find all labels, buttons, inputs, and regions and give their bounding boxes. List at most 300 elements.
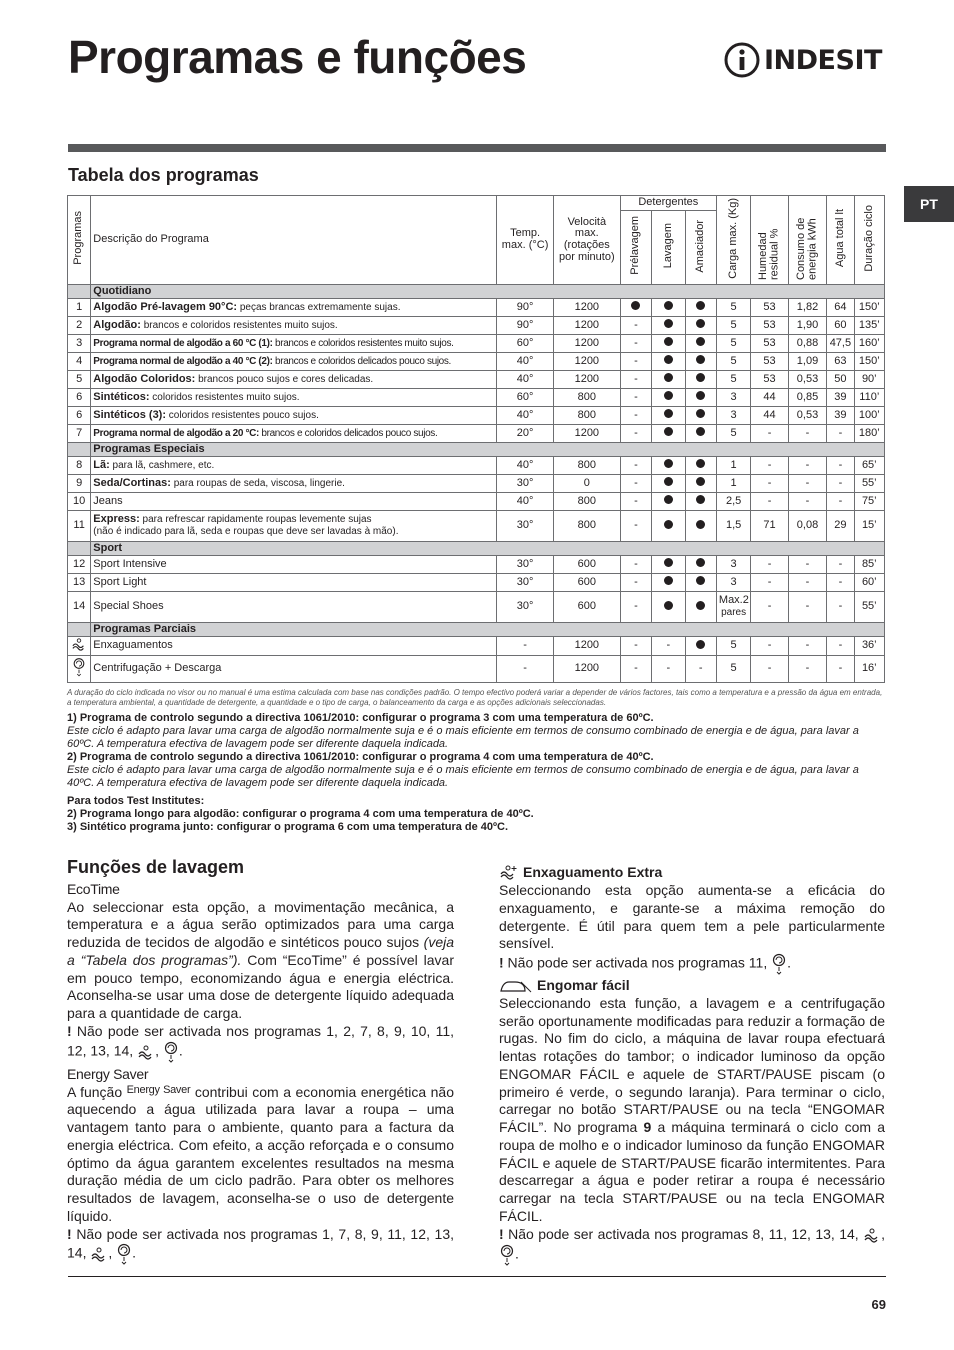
brand-name: INDESIT	[764, 44, 882, 76]
cell-water: 50	[827, 371, 854, 389]
bullet-icon	[696, 409, 705, 418]
energy-saver-label: Energy Saver	[67, 1065, 149, 1082]
cell-hum: 44	[751, 389, 788, 407]
cell-kwh: -	[788, 493, 826, 511]
cell-speed: 800	[553, 493, 620, 511]
note-1-text: Este ciclo é adapto para lavar uma carga de algodão normalmente suja e é o mais eficiente em termos de consumo combinado de energia e de água, para lavar a 60ºC. A temperatura efectiva de lavagem pode ser diferente daquela indicada.	[67, 724, 859, 750]
easy-iron-heading: Engomar fácil	[499, 977, 885, 995]
easy-iron-warning: ! Não pode ser activada nos programas 8, 11, 12, 13, 14, , .	[499, 1226, 885, 1266]
cell-dur: 15’	[854, 511, 884, 542]
cell-load: 5	[716, 637, 750, 656]
bullet-icon	[696, 427, 705, 436]
table-row	[68, 592, 885, 623]
header-water: Agua total lt	[827, 196, 854, 285]
program-description	[91, 407, 497, 425]
energy-saver-warning: ! Não pode ser activada nos programas 1, 7, 8, 9, 11, 12, 13, 14, , .	[67, 1226, 454, 1266]
cell-pre: -	[620, 407, 651, 425]
cell-pre: -	[620, 425, 651, 443]
cell-hum: 53	[751, 371, 788, 389]
rinse-icon	[863, 1227, 881, 1243]
cell-hum: 53	[751, 299, 788, 317]
cell-wash	[652, 457, 685, 475]
cell-soft	[685, 475, 716, 493]
cell-speed: 600	[553, 574, 620, 592]
program-number: 10	[68, 493, 91, 511]
header-energy: Consumo de energia kWh	[788, 196, 826, 285]
cell-dur: 100’	[854, 407, 884, 425]
program-detail: para roupas de seda, viscosa, lingerie.	[170, 477, 345, 489]
cell-load: 5	[716, 425, 750, 443]
cell-water: -	[827, 475, 854, 493]
bullet-icon	[631, 301, 640, 310]
program-name: Sintéticos:	[93, 390, 150, 403]
cell-speed: 1200	[553, 299, 620, 317]
cell-hum: -	[751, 592, 788, 623]
cell-load: 1	[716, 457, 750, 475]
bullet-icon	[664, 301, 673, 310]
cell-kwh: -	[788, 475, 826, 493]
table-row	[68, 371, 885, 389]
bullet-icon	[696, 495, 705, 504]
cell-dur: 75’	[854, 493, 884, 511]
duration-footnote: A duração do ciclo indicada no visor ou no manual é uma estima calculada com base nas condições padrão. O tempo efectivo poderá variar a depender de vários factores, tais como a temperatura e a pressão da água em entrada, a temperatura ambiental, a quantidade de detergente, a quantidade e o tipo de carga, o balanceamento da carga e as opções adicionais seleccionadas.	[67, 688, 883, 707]
table-row	[68, 637, 885, 656]
bullet-icon	[664, 520, 673, 529]
cell-water: -	[827, 457, 854, 475]
cell-soft	[685, 389, 716, 407]
bullet-icon	[664, 391, 673, 400]
cell-wash	[652, 317, 685, 335]
cell-dur: 55’	[854, 475, 884, 493]
cell-water: 60	[827, 317, 854, 335]
cell-kwh: -	[788, 637, 826, 656]
language-tab: PT	[904, 186, 954, 222]
cell-speed: 800	[553, 457, 620, 475]
brand-logo	[724, 42, 882, 78]
cell-pre: -	[620, 511, 651, 542]
category-row	[68, 285, 885, 299]
cell-speed: 1200	[553, 371, 620, 389]
table-row	[68, 407, 885, 425]
table-row	[68, 655, 885, 682]
bullet-icon	[696, 477, 705, 486]
cell-dur: 150’	[854, 353, 884, 371]
cell-soft: -	[685, 655, 716, 682]
test-institutes-title: Para todos Test Institutes:	[67, 794, 205, 807]
extra-rinse-warning: ! Não pode ser activada nos programas 11, .	[499, 953, 885, 975]
cell-kwh: 1,90	[788, 317, 826, 335]
cell-temp: -	[497, 637, 554, 656]
table-row	[68, 389, 885, 407]
program-number: 6	[68, 389, 91, 407]
cell-speed: 600	[553, 556, 620, 574]
cell-kwh: 1,09	[788, 353, 826, 371]
bullet-icon	[696, 601, 705, 610]
cell-soft	[685, 371, 716, 389]
page-title: Programas e funções	[68, 31, 527, 83]
cell-water: 29	[827, 511, 854, 542]
cell-kwh: -	[788, 457, 826, 475]
program-name: Programa normal de algodão a 20 °C:	[93, 427, 259, 439]
cell-load: 5	[716, 299, 750, 317]
cell-pre: -	[620, 457, 651, 475]
program-description	[91, 475, 497, 493]
iron-icon	[499, 978, 533, 994]
bullet-icon	[696, 640, 705, 649]
cell-temp: 30°	[497, 592, 554, 623]
program-detail: Sport Light	[93, 575, 147, 588]
cell-soft	[685, 317, 716, 335]
bullet-icon	[696, 459, 705, 468]
energy-saver-description: A função $^{Energy Saver}$ contribui com a economia energética não aquecendo a água utilizada para lavar a roupa – uma vantagem tanto para o ambiente, quanto para a factura da energia eléctrica. Com efeito, a acção reforçada e o consumo óptimo da água garantem excelentes resultados na mesma duração média de um ciclo padrão. Para obter os melhores resultados de lavagem, aconselha-se o uso de detergente líquido.	[67, 1083, 454, 1224]
cell-temp: 60°	[497, 335, 554, 353]
table-row	[68, 353, 885, 371]
indesit-logo-icon	[724, 42, 760, 78]
program-name: Algodão:	[93, 318, 141, 331]
spin-drain-icon	[116, 1243, 132, 1265]
cell-soft	[685, 353, 716, 371]
program-description	[91, 511, 497, 542]
cell-soft	[685, 637, 716, 656]
cell-water: 39	[827, 407, 854, 425]
test-note-2: 2) Programa longo para algodão: configurar o programa 4 com uma temperatura de 40ºC.	[67, 807, 534, 820]
cell-temp: 40°	[497, 407, 554, 425]
note-2-text: Este ciclo é adapto para lavar uma carga de algodão normalmente suja e é o mais eficiente em termos de consumo combinado de energia e de água, para lavar a 40ºC. A temperatura efectiva de lavagem pode ser diferente daquela indicada.	[67, 763, 859, 789]
cell-speed: 600	[553, 592, 620, 623]
cell-temp: 40°	[497, 353, 554, 371]
bullet-icon	[664, 495, 673, 504]
cell-load: 5	[716, 353, 750, 371]
cell-pre: -	[620, 592, 651, 623]
cell-hum: -	[751, 425, 788, 443]
cell-temp: 90°	[497, 299, 554, 317]
table-row	[68, 335, 885, 353]
functions-left-column	[67, 856, 454, 1265]
cell-temp: 30°	[497, 511, 554, 542]
cell-soft	[685, 592, 716, 623]
cell-speed: 1200	[553, 335, 620, 353]
program-number: 11	[68, 511, 91, 542]
cell-dur: 55’	[854, 592, 884, 623]
cell-wash	[652, 371, 685, 389]
cell-temp: 90°	[497, 317, 554, 335]
cell-temp: 30°	[497, 556, 554, 574]
cell-speed: 1200	[553, 353, 620, 371]
table-row	[68, 299, 885, 317]
program-name: Programa normal de algodão a 40 °C (2):	[93, 355, 273, 367]
cell-water: -	[827, 556, 854, 574]
cell-pre: -	[620, 317, 651, 335]
header-load: Carga max. (Kg)	[716, 196, 750, 285]
ecotime-description: Ao seleccionar esta opção, a movimentação mecânica, a temperatura e a água serão optimizados para uma carga reduzida de tecidos de algodão e sintéticos pouco sujos (veja a “Tabela dos programas”). Com “EcoTime” é possível lavar em pouco tempo, economizando água e energia eléctrica. Aconselha-se usar uma dose de detergente líquido adequada para a quantidade de carga.	[67, 898, 455, 1022]
cell-pre: -	[620, 655, 651, 682]
cell-load: 3	[716, 574, 750, 592]
program-description	[91, 592, 497, 623]
functions-heading: Funções de lavagem	[67, 857, 245, 877]
cell-water: 39	[827, 389, 854, 407]
cell-wash: -	[652, 637, 685, 656]
program-detail: brancos e coloridos delicados pouco sujos.	[258, 427, 438, 439]
program-description	[91, 317, 497, 335]
cell-speed: 800	[553, 407, 620, 425]
footer-rule	[68, 1276, 886, 1277]
easy-iron-description: Seleccionando esta função, a lavagem e a centrifugação serão oportunamente modificadas para reduzir a formação de rugas. No fim do ciclo, a máquina de lavar roupa efectuará lentas rotações do tambor; o indicador luminoso da opção ENGOMAR FÁCIL e aquele de START/PAUSE piscam (o primeiro é verde, o segundo laranja). Para terminar o ciclo, carregar no botão START/PAUSE ou na tecla “ENGOMAR FÁCIL”. No programa 9 a máquina terminará o ciclo com a roupa de molho e o indicador luminoso da função ENGOMAR FÁCIL e aquele de START/PAUSE ficarão intermitentes. Para descarregar a água e poder retirar a roupa é necessário carregar na tecla START/PAUSE ou na tecla ENGOMAR FÁCIL.	[499, 994, 885, 1225]
cell-dur: 180’	[854, 425, 884, 443]
cell-hum: 53	[751, 335, 788, 353]
rinse-icon	[68, 637, 91, 656]
page-number: 69	[871, 1297, 886, 1312]
cell-kwh: -	[788, 425, 826, 443]
cell-hum: 44	[751, 407, 788, 425]
program-number: 2	[68, 317, 91, 335]
cell-hum: -	[751, 457, 788, 475]
spin-drain-icon	[163, 1041, 179, 1063]
cell-speed: 0	[553, 475, 620, 493]
program-description	[91, 335, 497, 353]
cell-kwh: -	[788, 556, 826, 574]
cell-temp: 40°	[497, 493, 554, 511]
category-name: Programas Parciais	[91, 623, 885, 637]
cell-load: 1,5	[716, 511, 750, 542]
cell-dur: 160’	[854, 335, 884, 353]
table-row	[68, 493, 885, 511]
bullet-icon	[664, 427, 673, 436]
cell-hum: -	[751, 637, 788, 656]
bullet-icon	[664, 409, 673, 418]
table-row	[68, 475, 885, 493]
table-row	[68, 457, 885, 475]
cell-dur: 85’	[854, 556, 884, 574]
cell-soft	[685, 299, 716, 317]
table-row	[68, 425, 885, 443]
cell-kwh: -	[788, 574, 826, 592]
cell-load: 5	[716, 655, 750, 682]
cell-pre: -	[620, 389, 651, 407]
extra-rinse-heading: Enxaguamento Extra	[499, 864, 885, 882]
cell-wash	[652, 425, 685, 443]
cell-water: 47,5	[827, 335, 854, 353]
program-number: 1	[68, 299, 91, 317]
cell-wash	[652, 335, 685, 353]
cell-hum: 71	[751, 511, 788, 542]
cell-soft	[685, 574, 716, 592]
cell-soft	[685, 556, 716, 574]
bullet-icon	[664, 558, 673, 567]
bullet-icon	[696, 319, 705, 328]
cell-temp: 20°	[497, 425, 554, 443]
cell-wash	[652, 353, 685, 371]
cell-temp: 60°	[497, 389, 554, 407]
table-row	[68, 556, 885, 574]
cell-dur: 135’	[854, 317, 884, 335]
cell-hum: 53	[751, 353, 788, 371]
cell-soft	[685, 407, 716, 425]
spin-drain-icon	[771, 953, 787, 975]
bullet-icon	[696, 576, 705, 585]
cell-soft	[685, 511, 716, 542]
cell-wash	[652, 475, 685, 493]
program-number: 13	[68, 574, 91, 592]
bullet-icon	[696, 337, 705, 346]
program-detail: Centrifugação + Descarga	[93, 661, 222, 674]
functions-right-column	[499, 864, 885, 1266]
program-number: 12	[68, 556, 91, 574]
program-number: 4	[68, 353, 91, 371]
program-number: 8	[68, 457, 91, 475]
bullet-icon	[696, 558, 705, 567]
header-temp: Temp. max. (°C)	[497, 196, 554, 285]
program-number: 14	[68, 592, 91, 623]
cell-load: 5	[716, 371, 750, 389]
program-description	[91, 574, 497, 592]
cell-pre	[620, 299, 651, 317]
table-row	[68, 574, 885, 592]
table-heading: Tabela dos programas	[68, 165, 259, 185]
cell-speed: 1200	[553, 655, 620, 682]
test-notes	[67, 712, 885, 834]
cell-water: -	[827, 493, 854, 511]
program-description	[91, 637, 497, 656]
bullet-icon	[696, 373, 705, 382]
program-detail: brancos pouco sujos e cores delicadas.	[195, 373, 374, 385]
cell-wash	[652, 299, 685, 317]
bullet-icon	[664, 319, 673, 328]
note-1-title: 1) Programa de controlo segundo a directiva 1061/2010: configurar o programa 3 com uma temperatura de 60ºC.	[67, 712, 654, 724]
program-detail: brancos e coloridos resistentes muito sujos.	[272, 337, 454, 349]
cell-pre: -	[620, 335, 651, 353]
cell-water: -	[827, 637, 854, 656]
cell-speed: 800	[553, 511, 620, 542]
header-wash: Lavagem	[652, 211, 685, 285]
cell-dur: 60’	[854, 574, 884, 592]
header-rule	[68, 144, 886, 152]
cell-wash	[652, 389, 685, 407]
program-name: Seda/Cortinas:	[93, 476, 171, 489]
program-name: Algodão Coloridos:	[93, 372, 196, 385]
bullet-icon	[664, 355, 673, 364]
bullet-icon	[696, 301, 705, 310]
cell-hum: -	[751, 475, 788, 493]
category-row	[68, 443, 885, 457]
cell-temp: -	[497, 655, 554, 682]
cell-dur: 90’	[854, 371, 884, 389]
cell-water: -	[827, 425, 854, 443]
cell-wash	[652, 592, 685, 623]
spin-drain-icon	[68, 655, 91, 682]
cell-water: -	[827, 655, 854, 682]
cell-load: 3	[716, 407, 750, 425]
cell-dur: 16’	[854, 655, 884, 682]
cell-wash: -	[652, 655, 685, 682]
cell-water: -	[827, 574, 854, 592]
program-detail: Special Shoes	[93, 600, 164, 613]
program-description	[91, 556, 497, 574]
category-name: Sport	[91, 542, 885, 556]
program-detail: peças brancas extremamente sujas.	[237, 301, 401, 313]
cell-load: 2,5	[716, 493, 750, 511]
program-name: Programa normal de algodão a 60 °C (1):	[93, 337, 273, 349]
cell-load: 1	[716, 475, 750, 493]
programs-table-body	[68, 285, 885, 683]
bullet-icon	[664, 576, 673, 585]
program-detail: coloridos resistentes pouco sujos.	[166, 409, 319, 421]
cell-soft	[685, 493, 716, 511]
cell-pre: -	[620, 574, 651, 592]
header-description: Descrição do Programa	[91, 196, 497, 285]
program-detail: brancos e coloridos resistentes muito sujos.	[140, 319, 338, 331]
program-detail: coloridos resistentes muito sujos.	[149, 391, 300, 403]
program-detail: Jeans	[93, 494, 123, 507]
cell-soft	[685, 335, 716, 353]
program-description	[91, 371, 497, 389]
header-programs: Programas	[68, 196, 91, 285]
header-speed: Velocità max. (rotações por minuto)	[553, 196, 620, 285]
ecotime-label: EcoTime	[67, 880, 120, 897]
program-detail: para lã, cashmere, etc.	[109, 459, 215, 471]
header-detergents: Detergentes	[620, 196, 716, 211]
cell-kwh: 0,53	[788, 407, 826, 425]
cell-soft	[685, 425, 716, 443]
cell-temp: 40°	[497, 457, 554, 475]
cell-wash	[652, 407, 685, 425]
spin-drain-icon	[499, 1244, 515, 1266]
program-name: Express:	[93, 513, 140, 526]
bullet-icon	[664, 477, 673, 486]
program-description	[91, 457, 497, 475]
program-description	[91, 389, 497, 407]
cell-pre: -	[620, 493, 651, 511]
cell-hum: -	[751, 556, 788, 574]
cell-water: -	[827, 592, 854, 623]
ecotime-warning: ! Não pode ser activada nos programas 1, 2, 7, 8, 9, 10, 11, 12, 13, 14, , .	[67, 1023, 454, 1063]
category-row	[68, 542, 885, 556]
category-name: Programas Especiais	[91, 443, 885, 457]
program-name: Lã:	[93, 458, 110, 471]
program-number: 7	[68, 425, 91, 443]
test-note-3: 3) Sintético programa junto: configurar o programa 6 com uma temperatura de 40ºC.	[67, 820, 509, 833]
cell-speed: 1200	[553, 317, 620, 335]
cell-pre: -	[620, 371, 651, 389]
category-name: Quotidiano	[91, 285, 885, 299]
header-humidity: Humedad residual %	[751, 196, 788, 285]
programs-table	[67, 195, 885, 683]
bullet-icon	[696, 391, 705, 400]
cell-temp: 30°	[497, 574, 554, 592]
program-description	[91, 425, 497, 443]
cell-temp: 40°	[497, 371, 554, 389]
cell-hum: -	[751, 493, 788, 511]
program-detail-2: (não é indicado para lã, seda e roupas que deve ser lavadas à mão).	[93, 526, 399, 537]
cell-load: 5	[716, 335, 750, 353]
program-number: 6	[68, 407, 91, 425]
cell-kwh: 0,08	[788, 511, 826, 542]
cell-load: 3	[716, 556, 750, 574]
cell-kwh: 1,82	[788, 299, 826, 317]
cell-kwh: -	[788, 655, 826, 682]
cell-kwh: -	[788, 592, 826, 623]
table-row	[68, 511, 885, 542]
cell-wash	[652, 556, 685, 574]
table-row	[68, 317, 885, 335]
header-duration: Duração ciclo	[854, 196, 884, 285]
cell-kwh: 0,53	[788, 371, 826, 389]
program-number: 5	[68, 371, 91, 389]
cell-load: Max.2 pares	[716, 592, 750, 623]
bullet-icon	[664, 459, 673, 468]
rinse-icon	[137, 1044, 155, 1060]
cell-wash	[652, 574, 685, 592]
category-row	[68, 623, 885, 637]
